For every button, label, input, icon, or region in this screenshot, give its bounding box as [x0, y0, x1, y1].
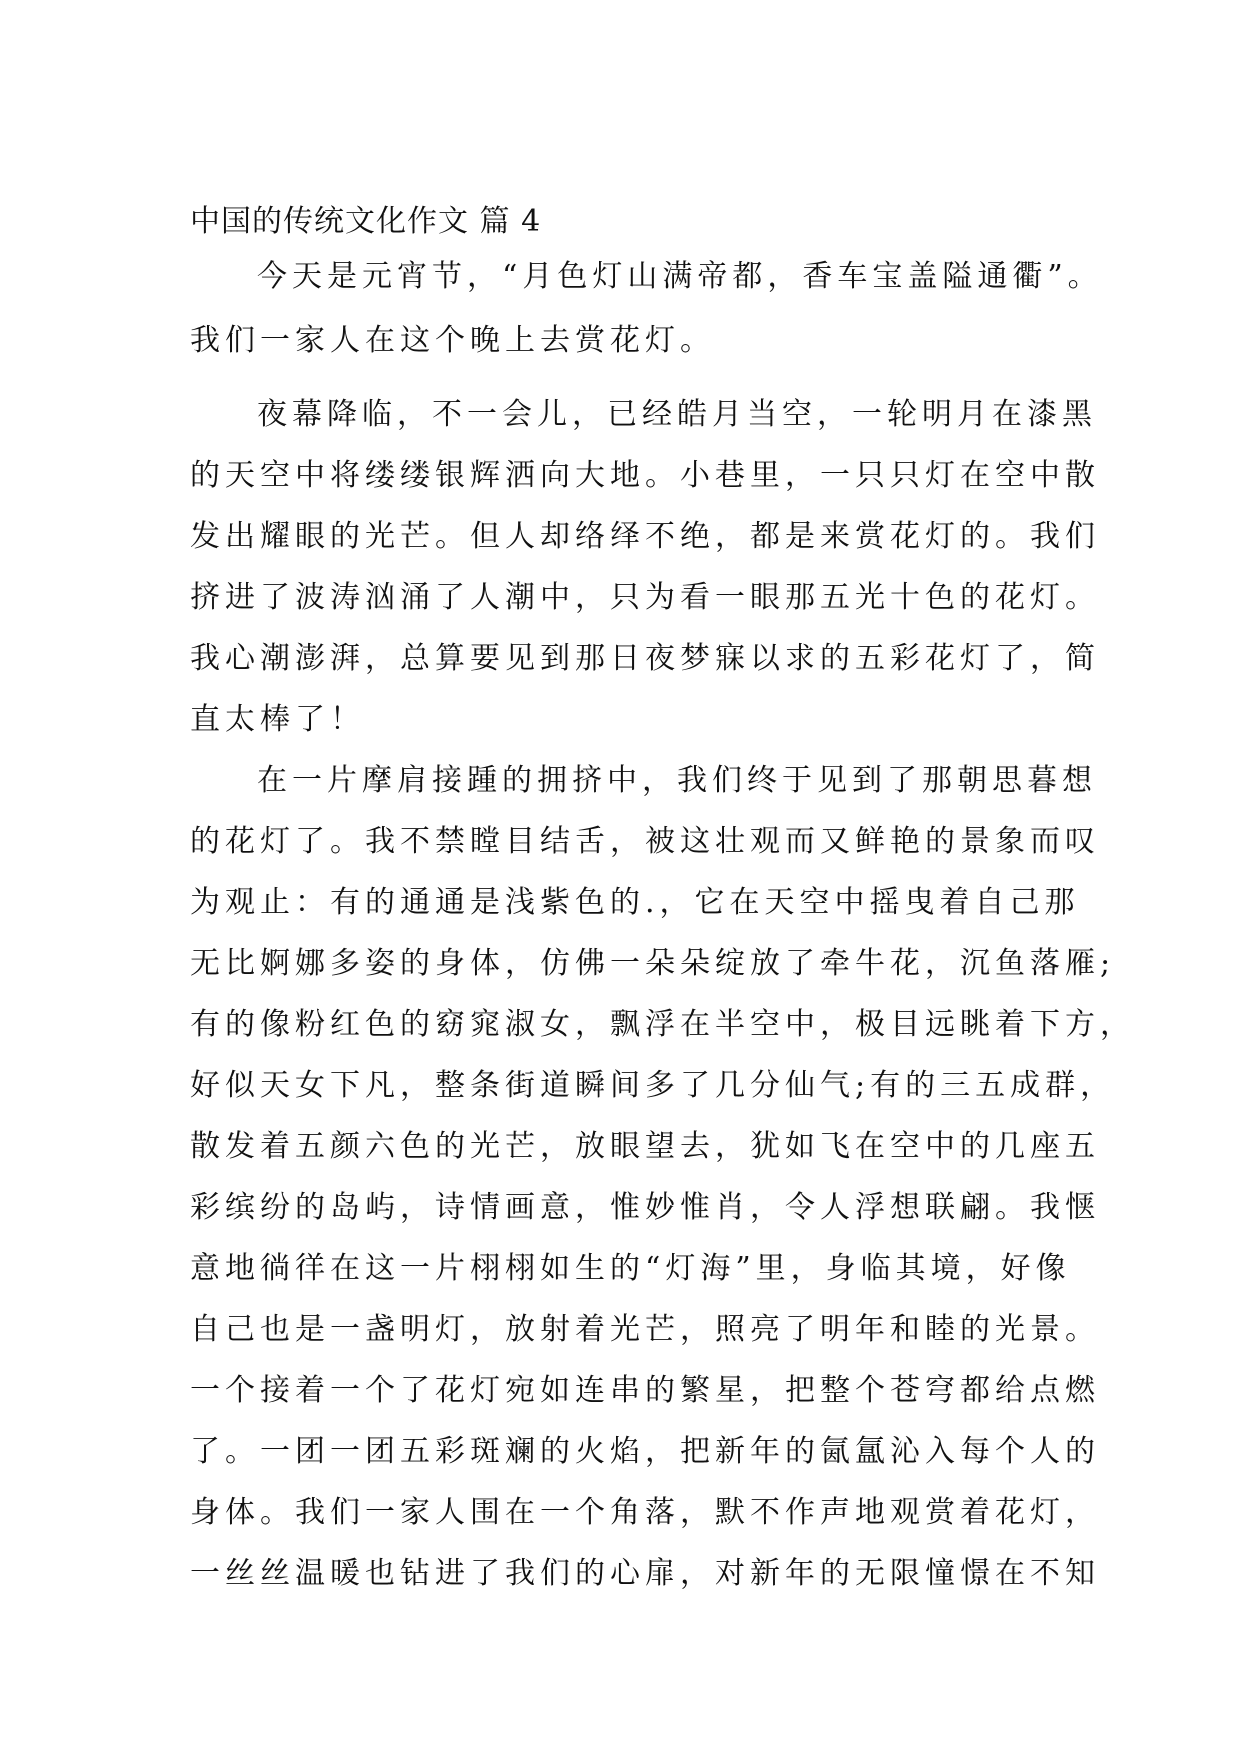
- text-line-p3-3: 为观止：有的通通是浅紫色的.，它在天空中摇曳着自己那: [190, 885, 1080, 920]
- text-line-p3-13: 身体。我们一家人围在一个角落，默不作声地观赏着花灯，: [190, 1495, 1100, 1530]
- text-line-p3-9: 意地徜徉在这一片栩栩如生的“灯海”里，身临其境，好像: [190, 1251, 1071, 1286]
- text-line-p2-1: 夜幕降临，不一会儿，已经皓月当空，一轮明月在漆黑: [257, 397, 1097, 432]
- text-line-p2-2: 的天空中将缕缕银辉洒向大地。小巷里，一只只灯在空中散: [190, 458, 1100, 493]
- text-line-p3-10: 自己也是一盏明灯，放射着光芒，照亮了明年和睦的光景。: [190, 1312, 1100, 1347]
- text-line-p2-4: 挤进了波涛汹涌了人潮中，只为看一眼那五光十色的花灯。: [190, 580, 1100, 615]
- text-line-p3-12: 了。一团一团五彩斑斓的火焰，把新年的氤氲沁入每个人的: [190, 1434, 1100, 1469]
- text-line-p1-2: 我们一家人在这个晚上去赏花灯。: [190, 323, 715, 358]
- essay-title: 中国的传统文化作文 篇 4: [190, 204, 542, 239]
- text-line-p3-1: 在一片摩肩接踵的拥挤中，我们终于见到了那朝思暮想: [257, 763, 1097, 798]
- text-line-p3-6: 好似天女下凡，整条街道瞬间多了几分仙气;有的三五成群，: [190, 1068, 1116, 1103]
- text-line-p3-2: 的花灯了。我不禁瞠目结舌，被这壮观而又鲜艳的景象而叹: [190, 824, 1100, 859]
- text-line-p3-14: 一丝丝温暖也钻进了我们的心扉，对新年的无限憧憬在不知: [190, 1556, 1100, 1591]
- text-line-p2-5: 我心潮澎湃，总算要见到那日夜梦寐以求的五彩花灯了，简: [190, 641, 1100, 676]
- text-line-p3-4: 无比婀娜多姿的身体，仿佛一朵朵绽放了牵牛花，沉鱼落雁;: [190, 946, 1116, 981]
- text-line-p3-8: 彩缤纷的岛屿，诗情画意，惟妙惟肖，令人浮想联翩。我惬: [190, 1190, 1100, 1225]
- text-line-p3-5: 有的像粉红色的窈窕淑女，飘浮在半空中，极目远眺着下方，: [190, 1007, 1135, 1042]
- text-line-p1-1: 今天是元宵节，“月色灯山满帝都，香车宝盖隘通衢”。: [257, 259, 1103, 294]
- text-line-p2-6: 直太棒了！: [190, 702, 365, 737]
- text-line-p2-3: 发出耀眼的光芒。但人却络绎不绝，都是来赏花灯的。我们: [190, 519, 1100, 554]
- text-line-p3-7: 散发着五颜六色的光芒，放眼望去，犹如飞在空中的几座五: [190, 1129, 1100, 1164]
- text-line-p3-11: 一个接着一个了花灯宛如连串的繁星，把整个苍穹都给点燃: [190, 1373, 1100, 1408]
